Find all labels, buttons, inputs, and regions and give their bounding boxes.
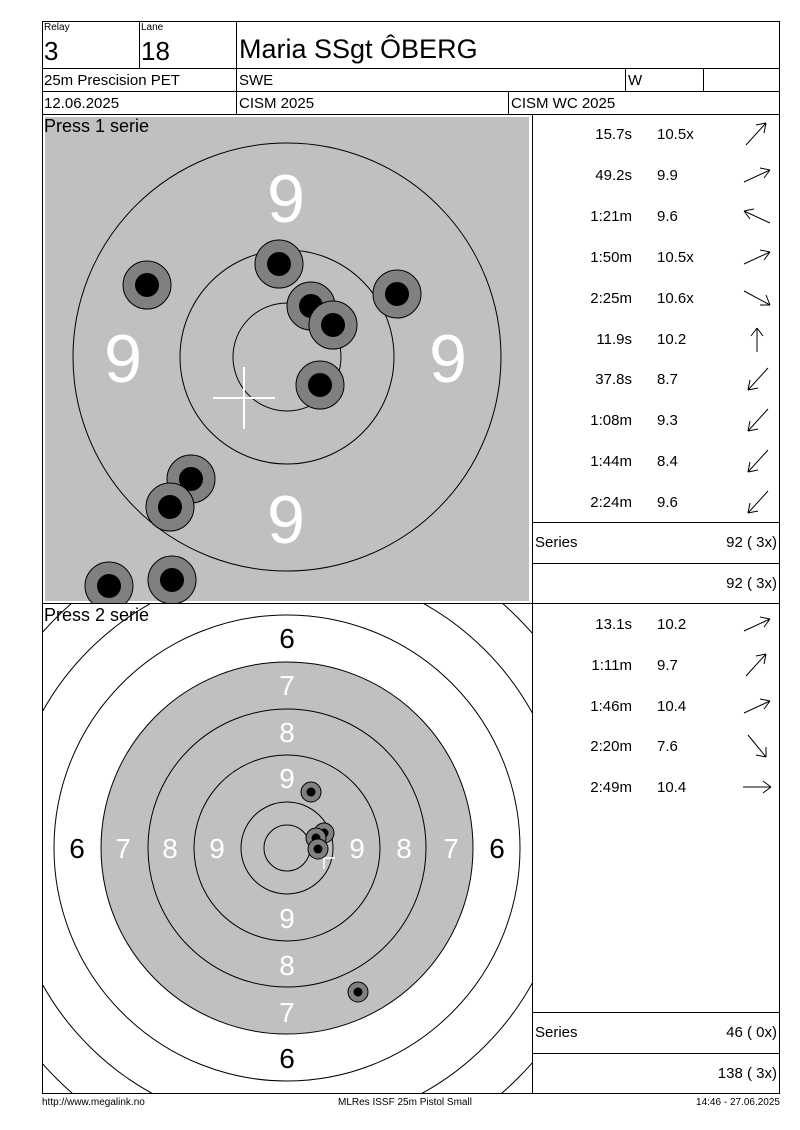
divider	[532, 563, 780, 564]
shot-score: 8.4	[657, 453, 678, 471]
shot-direction-arrow-icon	[740, 160, 774, 190]
shot-time: 49.2s	[595, 166, 632, 184]
shot-direction-arrow-icon	[740, 119, 774, 149]
divider	[42, 68, 780, 69]
relay-value: 3	[44, 36, 59, 66]
shot-direction-arrow-icon	[740, 364, 774, 394]
shot-score: 7.6	[657, 738, 678, 756]
ring-label: 9	[279, 763, 295, 794]
shot-time: 1:46m	[590, 697, 632, 715]
shot-direction-arrow-icon	[740, 487, 774, 517]
shot-score: 9.6	[657, 494, 678, 512]
shot-score: 9.7	[657, 656, 678, 674]
shot-time: 15.7s	[595, 126, 632, 143]
shot-time: 1:11m	[591, 656, 632, 674]
ring-label: 7	[279, 670, 295, 701]
shot-direction-arrow-icon	[740, 242, 774, 272]
lane-label: Lane	[141, 22, 164, 33]
series-2-total: 46 ( 0x)	[726, 1024, 777, 1041]
ring-label: 6	[69, 833, 85, 864]
divider	[236, 21, 237, 114]
ring-label: 7	[115, 833, 131, 864]
lane-value: 18	[141, 36, 170, 66]
shot-time: 13.1s	[595, 616, 632, 633]
series-1-title: Press 1 serie	[44, 116, 150, 136]
shot-time: 11.9s	[596, 330, 632, 348]
series-1-running-total: 92 ( 3x)	[726, 575, 777, 592]
ring-label: 6	[489, 833, 505, 864]
shot-score: 9.6	[657, 207, 678, 225]
shot-time: 1:50m	[590, 248, 632, 266]
date: 12.06.2025	[44, 95, 120, 112]
shot-direction-arrow-icon	[740, 446, 774, 476]
shot-score: 10.4	[657, 779, 687, 797]
shot-direction-arrow-icon	[740, 650, 774, 680]
shot-time: 2:20m	[590, 738, 632, 756]
shot-score: 10.4	[657, 697, 687, 715]
shot-time: 37.8s	[595, 371, 632, 389]
shot-direction-arrow-icon	[740, 201, 774, 231]
divider	[42, 91, 780, 92]
shot-direction-arrow-icon	[740, 324, 774, 354]
competition: CISM 2025	[239, 95, 315, 112]
series-2-title: Press 2 serie	[44, 605, 150, 625]
ring-label: 9	[279, 903, 295, 934]
shot-score: 10.2	[657, 616, 687, 633]
shot-score: 10.6x	[657, 289, 694, 307]
ring-label: 9	[267, 482, 305, 558]
footer-timestamp: 14:46 - 27.06.2025	[696, 1097, 780, 1108]
divider	[703, 68, 704, 91]
divider	[508, 91, 509, 114]
ring-label: 8	[396, 833, 412, 864]
footer-url[interactable]: http://www.megalink.no	[42, 1097, 145, 1108]
shot-score: 10.2	[657, 330, 687, 348]
shot-time: 2:49m	[590, 779, 632, 797]
shot-score: 9.3	[657, 412, 678, 430]
shot-time: 1:44m	[590, 453, 632, 471]
divider	[532, 1053, 780, 1054]
divider	[532, 1012, 780, 1013]
ring-label: 9	[349, 833, 365, 864]
ring-label: 9	[104, 321, 142, 397]
ring-label: 6	[279, 1043, 295, 1074]
grand-total: 138 ( 3x)	[717, 1065, 777, 1082]
target-zoom-series-1	[43, 115, 532, 603]
target-full-series-2	[43, 604, 532, 1093]
ring-label: 9	[267, 161, 305, 237]
shot-direction-arrow-icon	[740, 609, 774, 639]
divider	[139, 21, 140, 68]
shot-score: 10.5x	[657, 126, 694, 143]
ring-label: 7	[279, 997, 295, 1028]
ring-label: 9	[429, 321, 467, 397]
ring-label: 8	[162, 833, 178, 864]
ring-label: 7	[443, 833, 459, 864]
divider	[532, 522, 780, 523]
discipline: 25m Prescision PET	[44, 72, 180, 89]
divider	[625, 68, 626, 91]
event: CISM WC 2025	[511, 95, 616, 112]
series-1-total: 92 ( 3x)	[726, 534, 777, 551]
shooter-name: Maria SSgt ÔBERG	[239, 34, 478, 64]
shot-time: 2:25m	[590, 289, 632, 307]
series-2-label: Series	[535, 1024, 578, 1041]
ring-label: 8	[279, 950, 295, 981]
footer-software: MLRes ISSF 25m Pistol Small	[338, 1097, 472, 1108]
shot-direction-arrow-icon	[740, 691, 774, 721]
relay-label: Relay	[44, 22, 70, 33]
shot-time: 1:08m	[590, 412, 632, 430]
shot-direction-arrow-icon	[740, 283, 774, 313]
nation: SWE	[239, 72, 274, 89]
shot-score: 10.5x	[657, 248, 694, 266]
shot-direction-arrow-icon	[740, 731, 774, 761]
ring-label: 8	[279, 717, 295, 748]
gender: W	[628, 72, 643, 89]
series-1-label: Series	[535, 534, 578, 551]
shot-time: 2:24m	[590, 494, 632, 512]
shot-direction-arrow-icon	[740, 772, 774, 802]
shot-direction-arrow-icon	[740, 405, 774, 435]
ring-label: 9	[209, 833, 225, 864]
ring-label: 6	[279, 623, 295, 654]
shot-score: 8.7	[657, 371, 678, 389]
shot-score: 9.9	[657, 166, 678, 184]
shot-time: 1:21m	[590, 207, 632, 225]
